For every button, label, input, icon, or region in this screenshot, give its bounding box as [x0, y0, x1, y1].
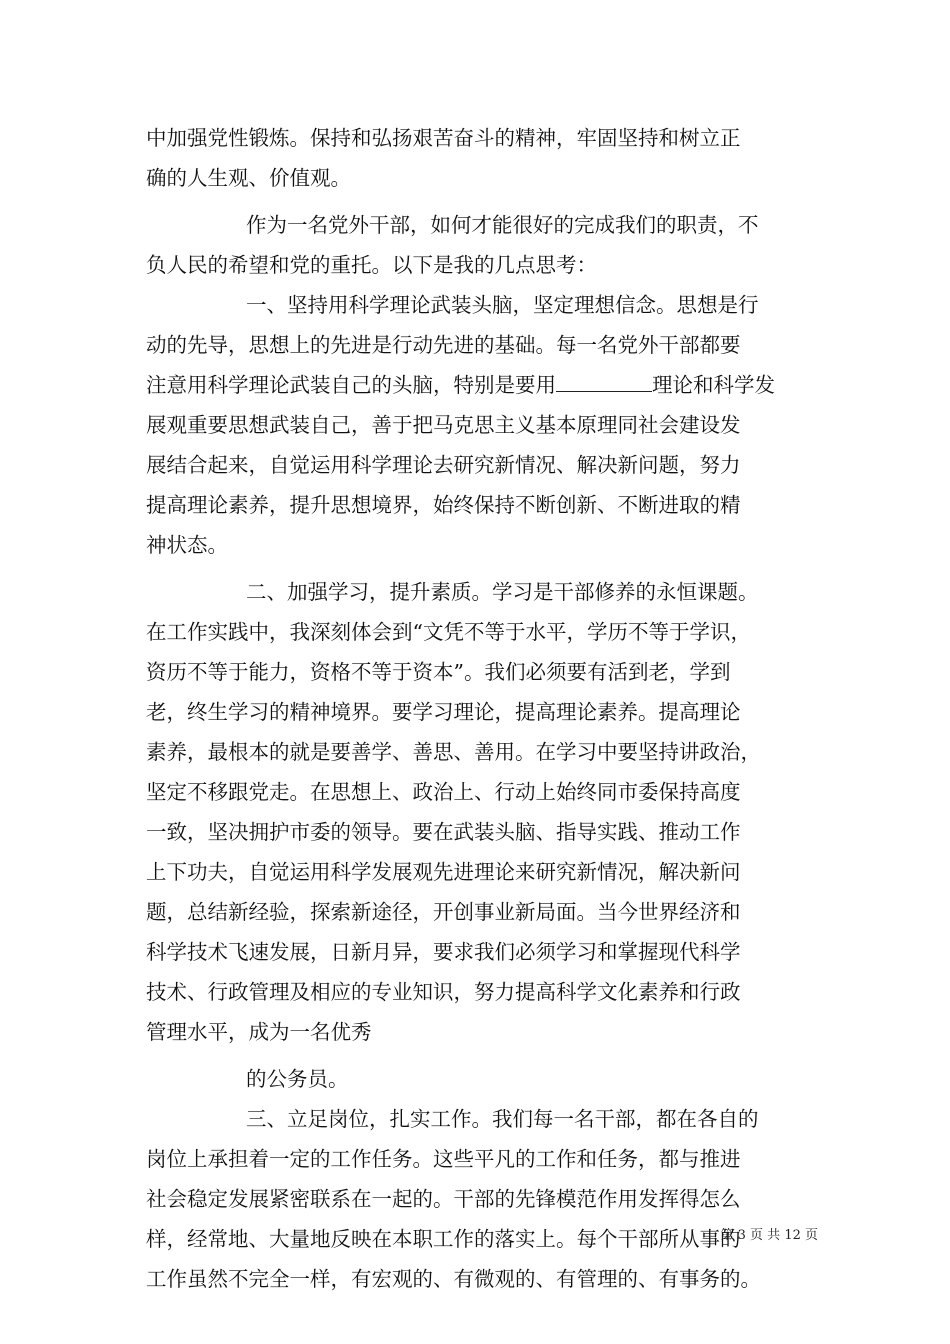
- text-line: 社会稳定发展紧密联系在一起的。干部的先锋模范作用发挥得怎么: [146, 1187, 741, 1211]
- text-line: 展观重要思想武装自己，善于把马克思主义基本原理同社会建设发: [146, 413, 741, 437]
- text-line: 的公务员。: [246, 1067, 349, 1091]
- text-line: 资历不等于能力，资格不等于资本”。我们必须要有活到老，学到: [146, 660, 731, 684]
- text-line: 展结合起来，自觉运用科学理论去研究新情况、解决新问题，努力: [146, 453, 741, 477]
- text-line: 上下功夫，自觉运用科学发展观先进理论来研究新情况，解决新问: [146, 860, 741, 884]
- text-line: 二、加强学习，提升素质。学习是干部修养的永恒课题。: [246, 580, 759, 604]
- text-line: 样，经常地、大量地反映在本职工作的落实上。每个干部所从事的: [146, 1227, 741, 1251]
- fill-in-blank: [556, 371, 652, 392]
- text-line: 神状态。: [146, 533, 228, 557]
- text-line: 确的人生观、价值观。: [146, 166, 351, 190]
- text-line: 三、立足岗位，扎实工作。我们每一名干部，都在各自的: [246, 1107, 759, 1131]
- text-line: 提高理论素养，提升思想境界，始终保持不断创新、不断进取的精: [146, 493, 741, 517]
- text-line: 素养，最根本的就是要善学、善思、善用。在学习中要坚持讲政治，: [146, 740, 761, 764]
- text-line: 一、坚持用科学理论武装头脑，坚定理想信念。思想是行: [246, 293, 759, 317]
- text-line: 负人民的希望和党的重托。以下是我的几点思考：: [146, 253, 597, 277]
- text-line: 科学技术飞速发展，日新月异，要求我们必须学习和掌握现代科学: [146, 940, 741, 964]
- body-text: [146, 118, 818, 1299]
- text-line: 管理水平，成为一名优秀: [146, 1020, 372, 1044]
- text-line: 动的先导，思想上的先进是行动先进的基础。每一名党外干部都要: [146, 333, 741, 357]
- text-line: 作为一名党外干部，如何才能很好的完成我们的职责，不: [246, 213, 759, 237]
- text-segment: 注意用科学理论武装自己的头脑，特别是要用: [146, 373, 556, 397]
- text-line: 岗位上承担着一定的工作任务。这些平凡的工作和任务，都与推进: [146, 1147, 741, 1171]
- text-line: 在工作实践中，我深刻体会到“文凭不等于水平，学历不等于学识，: [146, 620, 751, 644]
- text-line: 老，终生学习的精神境界。要学习理论，提高理论素养。提高理论: [146, 700, 741, 724]
- text-line: 一致，坚决拥护市委的领导。要在武装头脑、指导实践、推动工作: [146, 820, 741, 844]
- text-line: [146, 365, 818, 405]
- text-line: 技术、行政管理及相应的专业知识，努力提高科学文化素养和行政: [146, 980, 741, 1004]
- text-segment: 理论和科学发: [652, 373, 775, 397]
- text-line: 题，总结新经验，探索新途径，开创事业新局面。当今世界经济和: [146, 900, 741, 924]
- text-line: 中加强党性锻炼。保持和弘扬艰苦奋斗的精神，牢固坚持和树立正: [146, 126, 741, 150]
- text-line: 工作虽然不完全一样，有宏观的、有微观的、有管理的、有事务的。: [146, 1267, 761, 1291]
- page-number-footer: 第 3 页 共 12 页: [720, 1228, 818, 1243]
- text-line: 坚定不移跟党走。在思想上、政治上、行动上始终同市委保持高度: [146, 780, 741, 804]
